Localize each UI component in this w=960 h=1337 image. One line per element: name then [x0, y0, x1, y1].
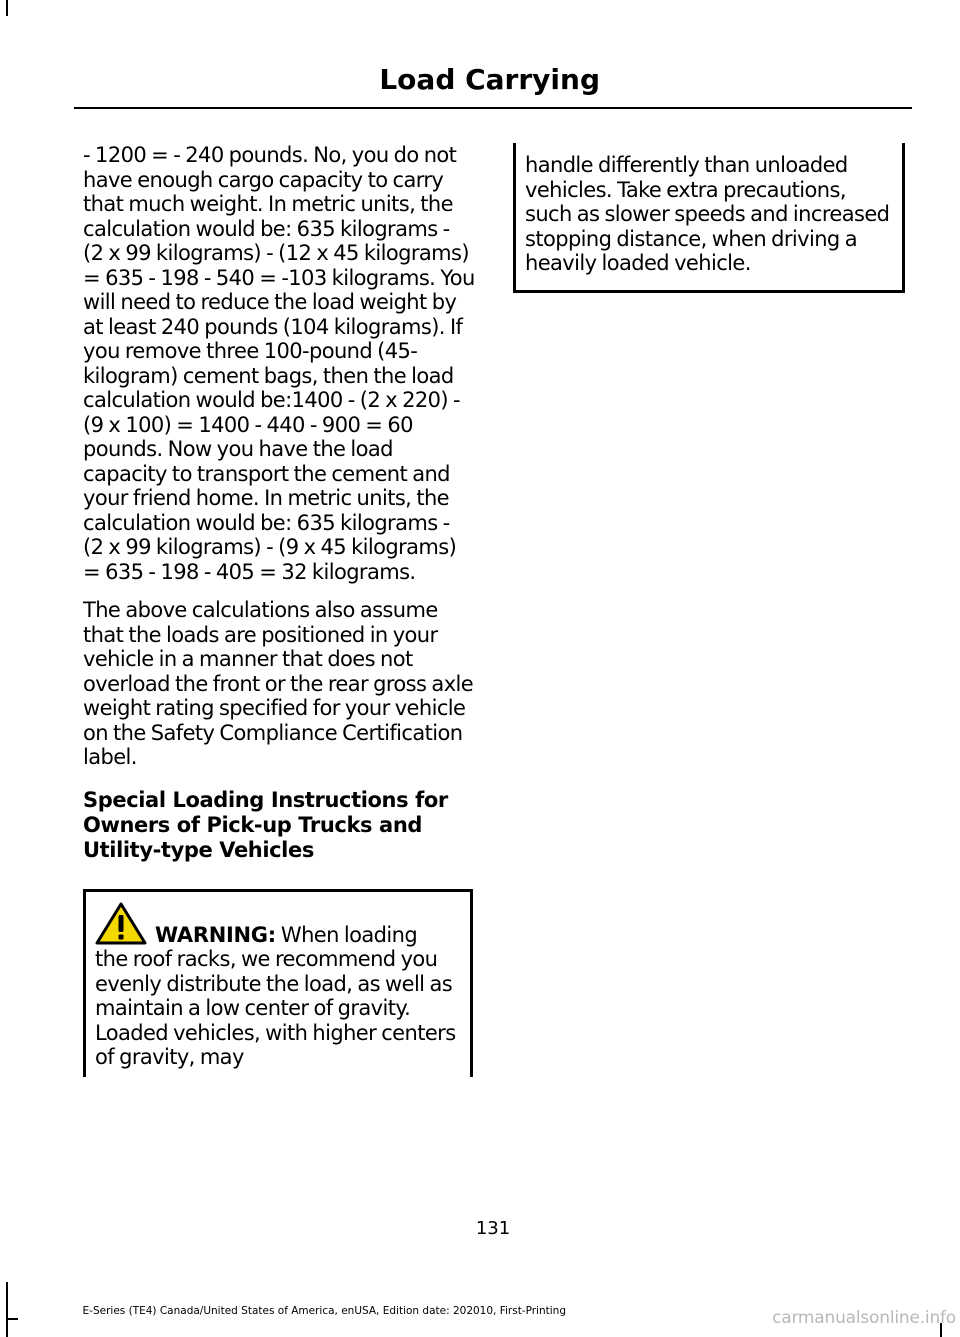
warning-box: [83, 889, 473, 1077]
edition-footer: E-Series (TE4) Canada/United States of America, enUSA, Edition date: 202010, First-Printing: [82, 1305, 566, 1317]
header-divider: [74, 107, 912, 109]
page-title: Load Carrying: [379, 63, 600, 96]
right-column: [513, 143, 905, 293]
crop-mark-top-left: [6, 0, 8, 16]
warning-text-rest: the roof racks, we recommend you evenly distribute the load, as well as maintain a low center of gravity. Loaded vehicles, with higher centers of gravity, may: [95, 947, 456, 1069]
warning-first-line: [95, 921, 417, 947]
warning-triangle-icon: [95, 902, 147, 946]
warning-label: WARNING:: [155, 922, 276, 947]
body-paragraph-calculation: - 1200 = - 240 pounds. No, you do not have enough cargo capacity to carry that much weight. In metric units, the calculation would be: 635 kilograms - (2 x 99 kilograms) - (12 x 45 kilograms) = 635 - 198 - 540 = -103 kilograms. You will need to reduce the load weight by at least 240 pounds (104 kilograms). If you remove three 100-pound (45-kilogram) cement bags, then the load calculation would be:1400 - (2 x 220) - (9 x 100) = 1400 - 440 - 900 = 60 pounds. Now you have the load capacity to transport the cement and your friend home. In metric units, the calculation would be: 635 kilograms - (2 x 99 kilograms) - (9 x 45 kilograms) = 635 - 198 - 405 = 32 kilograms.: [83, 143, 475, 584]
crop-mark-bottom-left-h: [6, 1318, 18, 1320]
watermark: carmanualsonline.info: [772, 1308, 956, 1328]
section-heading: Special Loading Instructions for Owners of Pick-up Trucks and Utility-type Vehicles: [83, 787, 448, 862]
page-number: 131: [475, 1218, 511, 1239]
body-paragraph-assumption: The above calculations also assume that the loads are positioned in your vehicle in a manner that does not overload the front or the rear gross axle weight rating specified for your vehicle on the Safety Compliance Certification label.: [83, 598, 474, 769]
left-column: [83, 143, 475, 1077]
warning-text: [95, 902, 462, 1070]
warning-continued-text: handle differently than unloaded vehicles. Take extra precautions, such as slower speeds and increased stopping distance, when driving a heavily loaded vehicle.: [525, 153, 890, 275]
warning-box-continued: [513, 143, 905, 293]
warning-text-start: When loading: [275, 922, 418, 947]
